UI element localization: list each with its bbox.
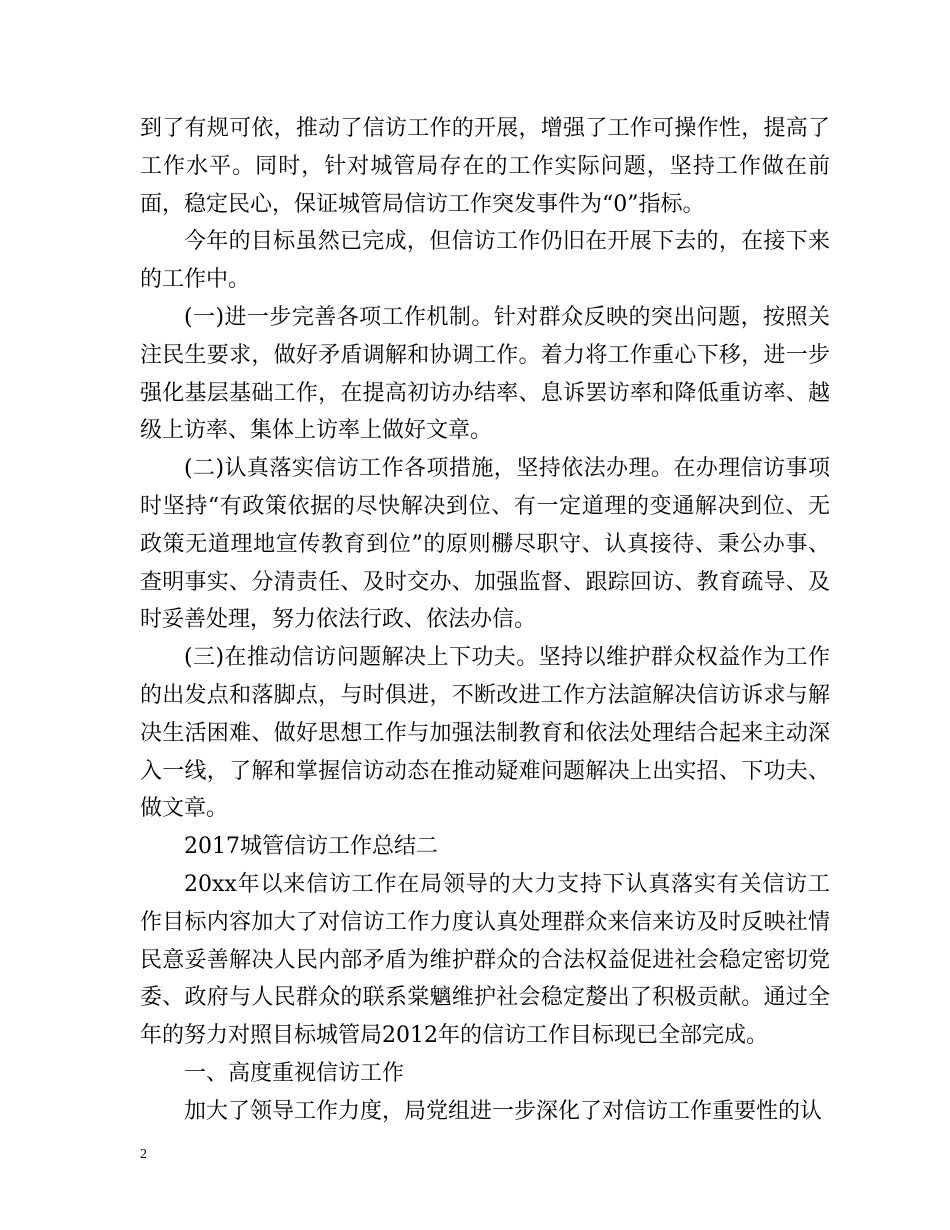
paragraph-item-three: (三)在推动信访问题解决上下功夫。坚持以维护群众权益作为工作的出发点和落脚点，与时俱进，不断改进工作方法諠解决信访诉求与解决生活困难、做好思想工作与加强法制教育和依法处理结合起来主动深入一线，了解和掌握信访动态在推动疑难问题解决上出实招、下功夫、做文章。 bbox=[140, 645, 830, 822]
paragraph-item-two: (二)认真落实信访工作各项措施，坚持依法办理。在办理信访事项时坚持“有政策依据的尽快解决到位、有一定道理的变通解决到位、无政策无道理地宣传教育到位”的原则橳尽职守、认真接待、秉公办事、查明事实、分清责任、及时交办、加强监督、跟踪回访、教育疏导、及时妥善处理，努力依法行政、依法办信。 bbox=[140, 456, 830, 633]
section-heading: 2017城管信访工作总结二 bbox=[184, 834, 438, 860]
page-number: 2 bbox=[140, 1147, 147, 1162]
subsection-heading: 一、高度重视信访工作 bbox=[184, 1060, 405, 1086]
paragraph-continuation: 到了有规可依，推动了信访工作的开展，增强了工作可操作性，提高了工作水平。同时，针对城管局存在的工作实际问题，坚持工作做在前面，稳定民心，保证城管局信访工作突发事件为“0”指标。 bbox=[140, 116, 830, 217]
paragraph-annual-summary: 20xx年以来信访工作在局领导的大力支持下认真落实有关信访工作目标内容加大了对信访工作力度认真处理群众来信来访及时反映社情民意妥善解决人民内部矛盾为维护群众的合法权益促进社会稳定密切党委、政府与人民群众的联系棠魑维护社会稳定嫠出了积极贡献。通过全年的努力对照目标城管局2012年的信访工作目标现已全部完成。 bbox=[140, 871, 830, 1049]
paragraph-leadership: 加大了领导工作力度，局党组进一步深化了对信访工作重要性的认 bbox=[184, 1098, 823, 1124]
paragraph-goal-status: 今年的目标虽然已完成，但信访工作仍旧在开展下去的，在接下来的工作中。 bbox=[140, 229, 830, 293]
paragraph-item-one: (一)进一步完善各项工作机制。针对群众反映的突出问题，按照关注民生要求，做好矛盾调解和协调工作。着力将工作重心下移，进一步强化基层基础工作，在提高初访办结率、息诉罢访率和降低重访率、越级上访率、集体上访率上做好文章。 bbox=[140, 304, 830, 444]
document-body bbox=[140, 110, 830, 1131]
